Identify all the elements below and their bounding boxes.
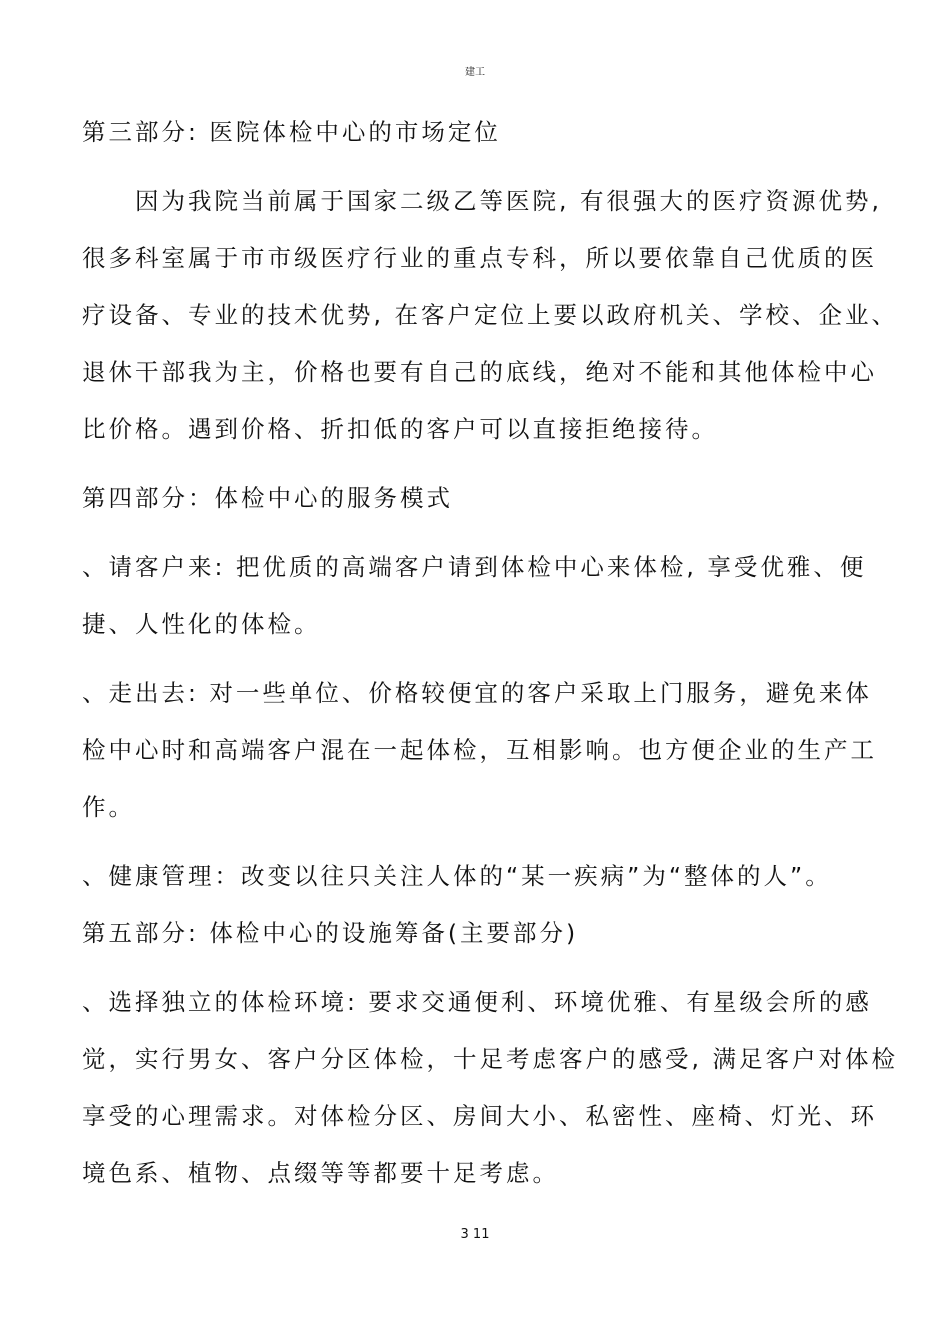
paragraph-line: 退休干部我为主，价格也要有自己的底线，绝对不能和其他体检中心 <box>82 358 877 386</box>
paragraph-line: 很多科室属于市市级医疗行业的重点专科，所以要依靠自己优质的医 <box>82 244 877 272</box>
paragraph-line: 觉，实行男女、客户分区体检，十足考虑客户的感受, 满足客户对体检 <box>82 1045 898 1073</box>
page-number: 3 11 <box>460 1227 490 1242</box>
paragraph-line: 因为我院当前属于国家二级乙等医院, 有很强大的医疗资源优势, <box>82 187 882 215</box>
paragraph-line: 、请客户来: 把优质的高端客户请到体检中心来体检, 享受优雅、便 <box>82 553 867 581</box>
paragraph-line: 捷、人性化的体检。 <box>82 610 321 638</box>
document-body <box>82 104 898 1202</box>
paragraph-line: 、健康管理：改变以往只关注人体的“某一疾病”为“整体的人”。 <box>82 862 832 890</box>
paragraph-line: 、选择独立的体检环境: 要求交通便利、环境优雅、有星级会所的感 <box>82 988 872 1016</box>
paragraph-line: 疗设备、专业的技术优势, 在客户定位上要以政府机关、学校、企业、 <box>82 301 898 329</box>
section-heading-5: 第五部分: 体检中心的设施筹备(主要部分) <box>82 919 579 947</box>
paragraph-line: 境色系、植物、点缀等等都要十足考虑。 <box>82 1159 559 1187</box>
paragraph-line: 享受的心理需求。对体检分区、房间大小、私密性、座椅、灯光、环 <box>82 1102 877 1130</box>
section-heading-4: 第四部分：体检中心的服务模式 <box>82 484 453 512</box>
paragraph-line: 比价格。遇到价格、折扣低的客户可以直接拒绝接待。 <box>82 415 718 443</box>
paragraph-line: 检中心时和高端客户混在一起体检，互相影响。也方便企业的生产工 <box>82 736 877 764</box>
page-header: 建工 <box>465 67 485 78</box>
section-heading-3: 第三部分: 医院体检中心的市场定位 <box>82 118 501 146</box>
paragraph-line: 作。 <box>82 793 135 821</box>
paragraph-line: 、走出去: 对一些单位、价格较便宜的客户采取上门服务，避免来体 <box>82 679 872 707</box>
